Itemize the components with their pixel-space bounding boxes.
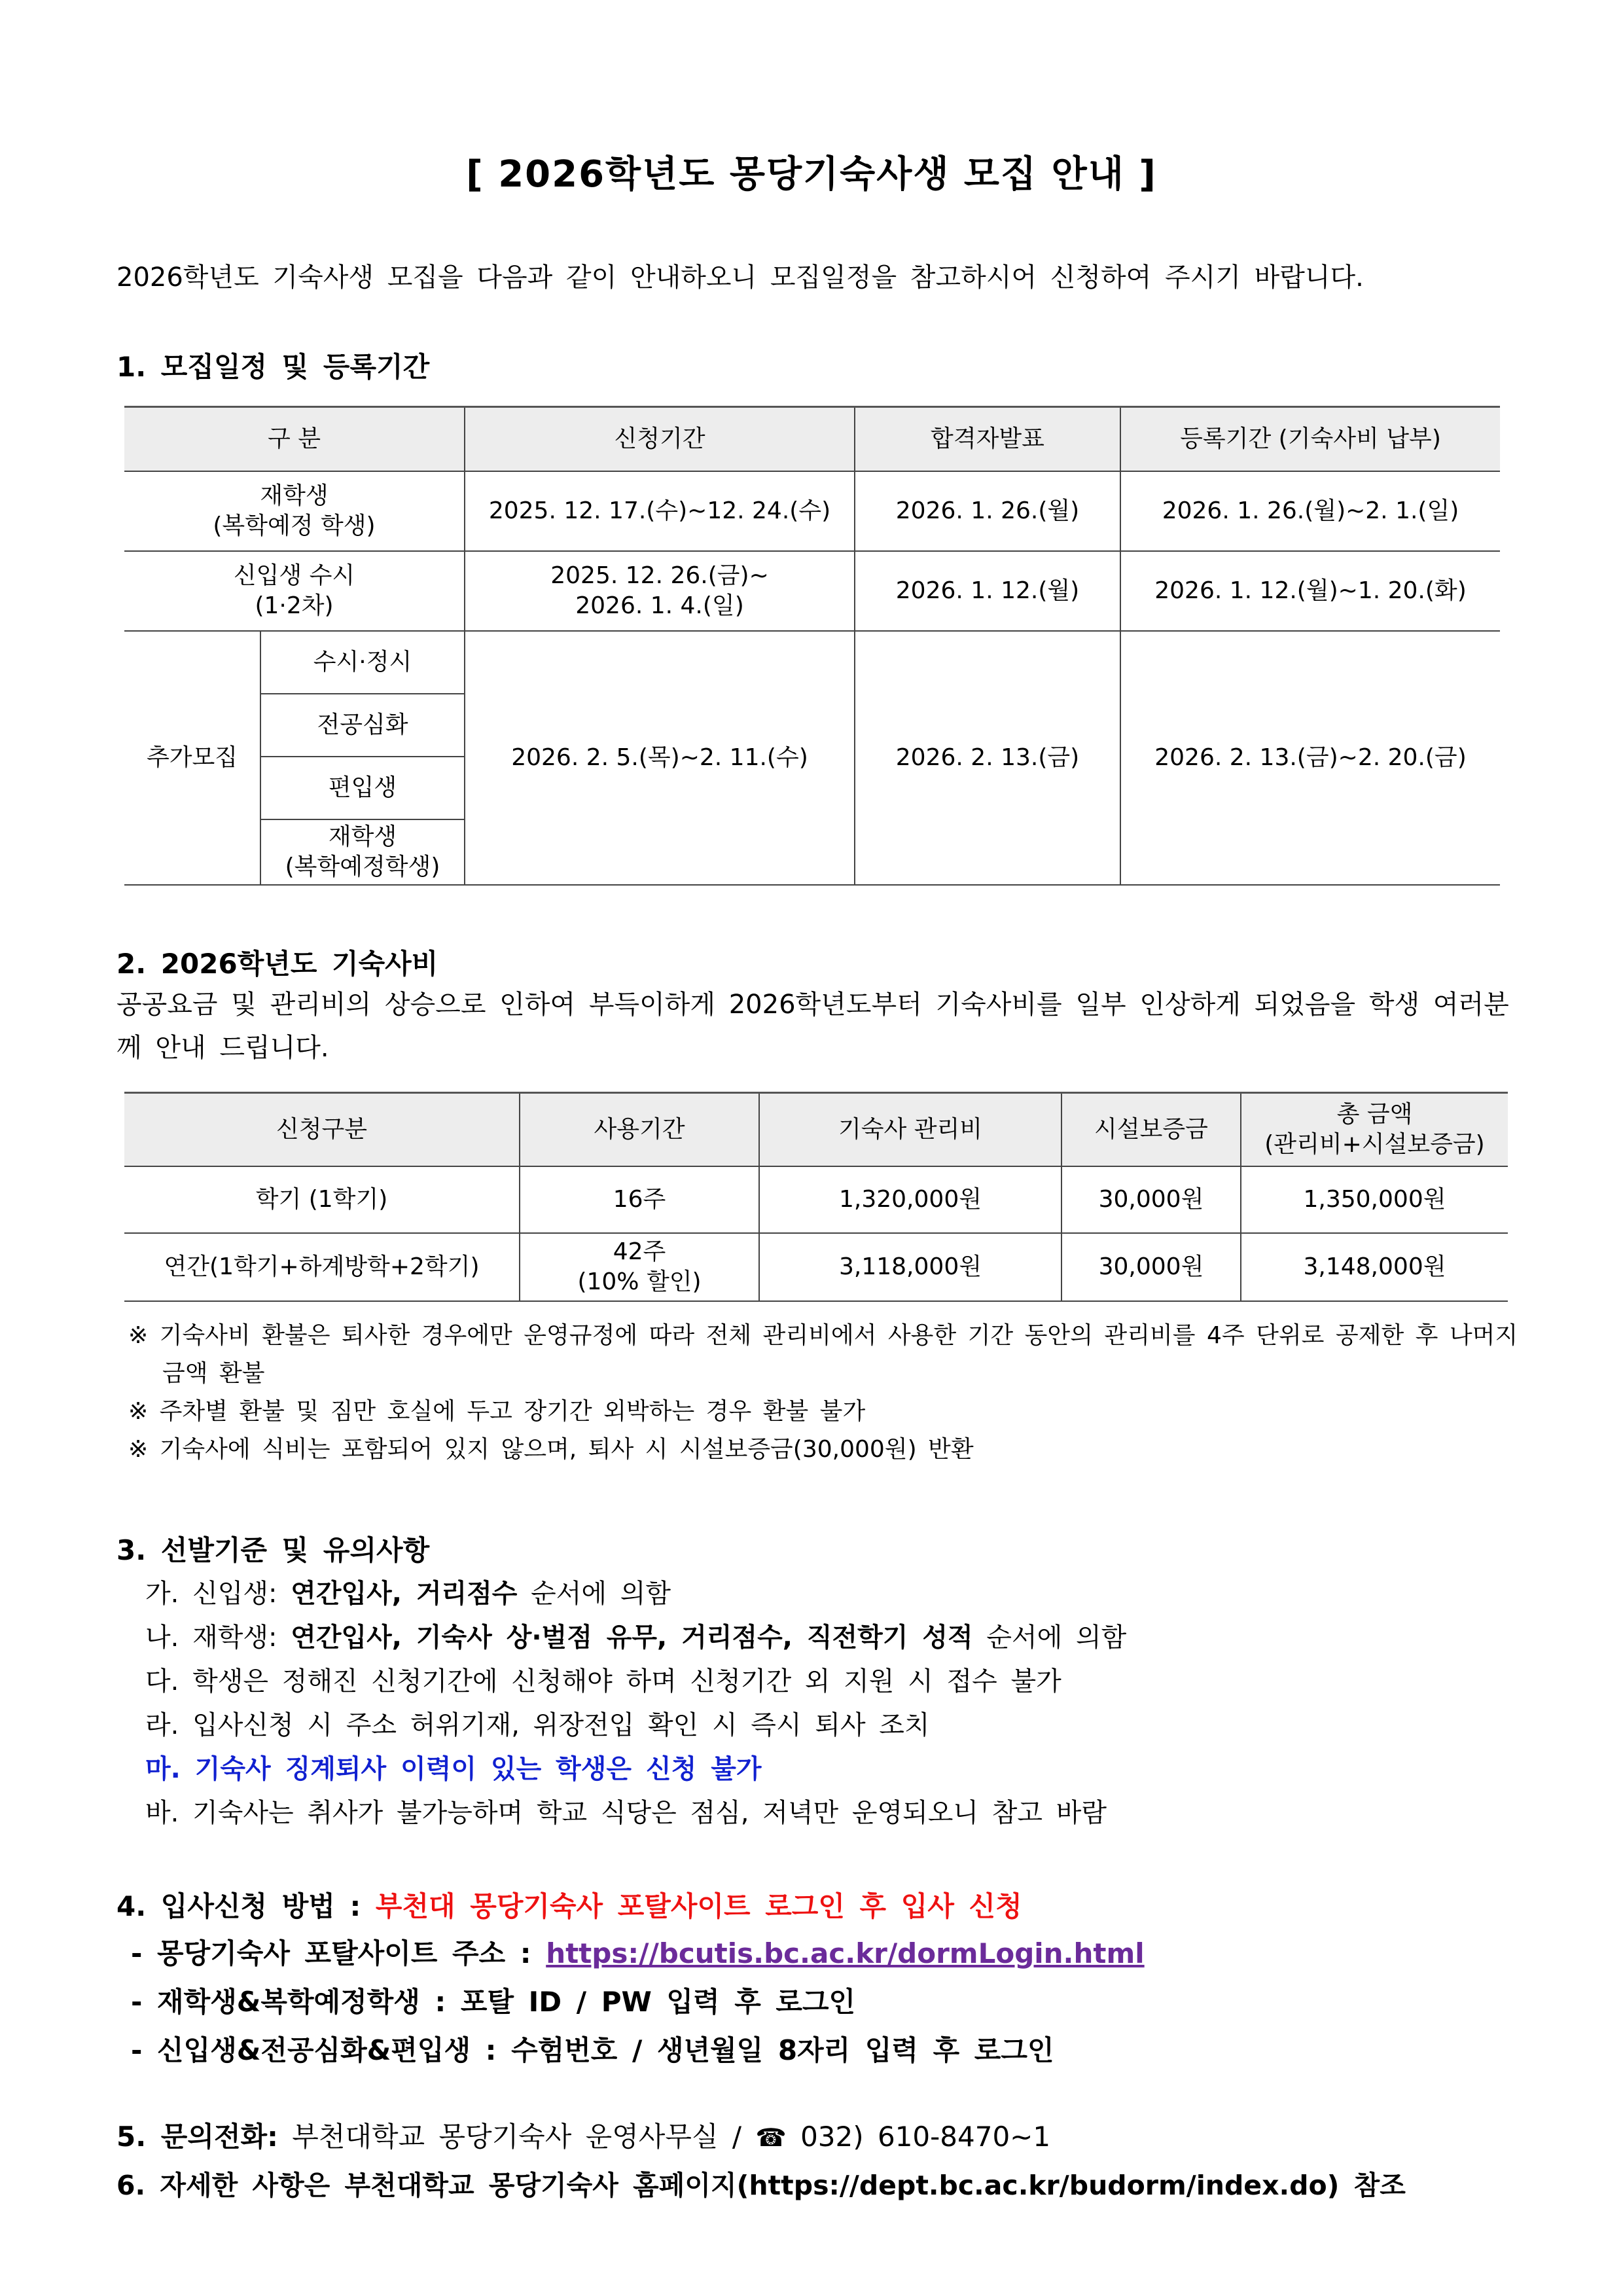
header-category: 구 분 [124, 407, 465, 471]
cell-line: 총 금액 [1336, 1100, 1413, 1128]
cell-register: 2026. 1. 12.(월)~1. 20.(화) [1120, 551, 1500, 631]
cell-line: (복학예정 학생) [213, 512, 376, 539]
note-item: ※ 기숙사에 식비는 포함되어 있지 않으며, 퇴사 시 시설보증금(30,000원) 반환 [128, 1436, 974, 1463]
item-bold: 연간입사, 거리점수 [291, 1579, 518, 1609]
cell-deposit: 30,000원 [1061, 1233, 1241, 1301]
cell-line: (1·2차) [255, 592, 334, 619]
item-suffix: 순서에 의함 [972, 1623, 1127, 1653]
note-item: ※ 주차별 환불 및 짐만 호실에 두고 장기간 외박하는 경우 환불 불가 [128, 1398, 866, 1425]
contact-line [116, 2115, 1050, 2155]
fee-table [124, 1092, 1508, 1302]
cell-line: 재학생 [328, 823, 397, 850]
cell-apply: 2026. 2. 5.(목)~2. 11.(수) [465, 631, 855, 885]
table-row [124, 471, 1500, 551]
cell-total: 1,350,000원 [1241, 1166, 1508, 1233]
cell-register: 2026. 2. 13.(금)~2. 20.(금) [1120, 631, 1500, 885]
header-deposit: 시설보증금 [1061, 1093, 1241, 1166]
item-prefix: 가. 신입생: [145, 1579, 291, 1609]
item-bold: 연간입사, 기숙사 상·벌점 유무, 거리점수, 직전학기 성적 [291, 1623, 973, 1653]
fee-notes [128, 1317, 1529, 1469]
list-item: 바. 기숙사는 취사가 불가능하며 학교 식당은 점심, 저녁만 운영되오니 참고 바람 [145, 1798, 1107, 1828]
fee-notice-paragraph: 공공요금 및 관리비의 상승으로 인하여 부득이하게 2026학년도부터 기숙사비를 일부 인상하게 되었음을 학생 여러분께 안내 드립니다. [116, 990, 1509, 1063]
list-item [145, 1572, 1126, 1616]
cell-announce: 2026. 2. 13.(금) [855, 631, 1120, 885]
cell-line: 2025. 12. 26.(금)~ [550, 562, 769, 589]
cell-line: 2026. 1. 4.(일) [575, 592, 744, 619]
contact-office: 부천대학교 몽당기숙사 운영사무실 / [277, 2121, 756, 2153]
header-apply-type: 신청구분 [124, 1093, 520, 1166]
cell-total: 3,148,000원 [1241, 1233, 1508, 1301]
cell-apply [465, 551, 855, 631]
cell-line: 신입생 수시 [233, 562, 355, 589]
schedule-table [124, 406, 1500, 886]
cell-period: 16주 [520, 1166, 759, 1233]
cell-announce: 2026. 1. 12.(월) [855, 551, 1120, 631]
login-instruction-new: - 신입생&전공심화&편입생 : 수험번호 / 생년월일 8자리 입력 후 로그인 [131, 2034, 1054, 2066]
section1-heading: 1. 모집일정 및 등록기간 [116, 351, 430, 383]
cell-line: (복학예정학생) [285, 853, 440, 880]
list-item [145, 1616, 1126, 1660]
section2-heading: 2. 2026학년도 기숙사비 [116, 948, 438, 980]
intro-text: 2026학년도 기숙사생 모집을 다음과 같이 안내하오니 모집일정을 참고하시어 신청하여 주시기 바랍니다. [116, 262, 1364, 293]
line-text: - 몽당기숙사 포탈사이트 주소 : [131, 1937, 546, 1969]
heading-text: 4. 입사신청 방법 : [116, 1890, 376, 1922]
cell-deposit: 30,000원 [1061, 1166, 1241, 1233]
cell-sub-type: 수시·정시 [260, 631, 465, 694]
cell-line: 재학생 [260, 482, 329, 509]
table-row [124, 551, 1500, 631]
cell-extra-recruit: 추가모집 [124, 631, 260, 885]
cell-type: 학기 (1학기) [124, 1166, 520, 1233]
cell-announce: 2026. 1. 26.(월) [855, 471, 1120, 551]
list-item-warning: 마. 기숙사 징계퇴사 이력이 있는 학생은 신청 불가 [145, 1754, 762, 1784]
cell-type: 연간(1학기+하계방학+2학기) [124, 1233, 520, 1301]
cell-period [520, 1233, 759, 1301]
table-row [124, 1233, 1508, 1301]
contact-label: 5. 문의전화: [116, 2121, 278, 2153]
homepage-reference: 6. 자세한 사항은 부천대학교 몽당기숙사 홈페이지(https://dept.bc.ac.kr/budorm/index.do) 참조 [116, 2170, 1406, 2201]
note-item: ※ 기숙사비 환불은 퇴사한 경우에만 운영규정에 따라 전체 관리비에서 사용한 기간 동안의 관리비를 4주 단위로 공제한 후 나머지 금액 환불 [128, 1322, 1518, 1387]
cell-line: 42주 [613, 1238, 666, 1265]
header-registration: 등록기간 (기숙사비 납부) [1120, 407, 1500, 471]
item-suffix: 순서에 의함 [517, 1579, 671, 1609]
portal-address-line [131, 1932, 1145, 1971]
cell-apply: 2025. 12. 17.(수)~12. 24.(수) [465, 471, 855, 551]
section4-heading [116, 1885, 1022, 1924]
list-item: 라. 입사신청 시 주소 허위기재, 위장전입 확인 시 즉시 퇴사 조치 [145, 1710, 930, 1740]
header-announcement: 합격자발표 [855, 407, 1120, 471]
row-current-students [124, 471, 465, 551]
list-item: 다. 학생은 정해진 신청기간에 신청해야 하며 신청기간 외 지원 시 접수 불가 [145, 1666, 1061, 1696]
selection-criteria-list [145, 1572, 1126, 1835]
header-period: 사용기간 [520, 1093, 759, 1166]
page-title: [ 2026학년도 몽당기숙사생 모집 안내 ] [466, 153, 1157, 196]
portal-link[interactable]: https://bcutis.bc.ac.kr/dormLogin.html [546, 1937, 1145, 1969]
cell-line: (관리비+시설보증금) [1264, 1130, 1485, 1158]
cell-sub-type: 편입생 [260, 757, 465, 819]
table-row [124, 631, 1500, 694]
heading-highlight: 부천대 몽당기숙사 포탈사이트 로그인 후 입사 신청 [375, 1890, 1022, 1922]
phone-icon: ☎ [755, 2123, 787, 2152]
cell-fee: 3,118,000원 [759, 1233, 1061, 1301]
contact-phone: 032) 610-8470~1 [786, 2121, 1051, 2153]
row-freshmen [124, 551, 465, 631]
cell-register: 2026. 1. 26.(월)~2. 1.(일) [1120, 471, 1500, 551]
header-apply-period: 신청기간 [465, 407, 855, 471]
header-total [1241, 1093, 1508, 1166]
cell-line: (10% 할인) [577, 1268, 702, 1295]
login-instruction-current: - 재학생&복학예정학생 : 포탈 ID / PW 입력 후 로그인 [131, 1986, 856, 2018]
section3-heading: 3. 선발기준 및 유의사항 [116, 1534, 430, 1566]
item-prefix: 나. 재학생: [145, 1623, 291, 1653]
cell-sub-type [260, 819, 465, 885]
header-management-fee: 기숙사 관리비 [759, 1093, 1061, 1166]
table-row [124, 1166, 1508, 1233]
cell-sub-type: 전공심화 [260, 694, 465, 757]
cell-fee: 1,320,000원 [759, 1166, 1061, 1233]
